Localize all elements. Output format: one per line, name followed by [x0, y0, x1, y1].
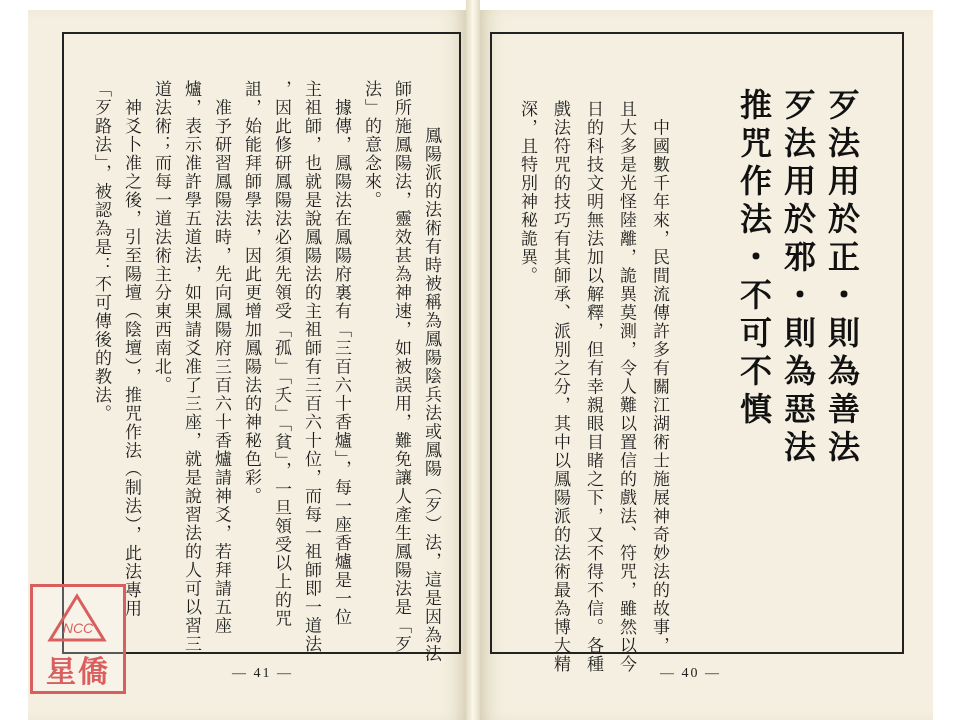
body-line: 且大多是光怪陸離，詭異莫測，令人難以置信的戲法、符咒，雖然以今 [616, 100, 636, 674]
body-line: 師所施鳳陽法，靈效甚為神速，如被誤用，難免讓人產生鳳陽法是「歹 [391, 80, 411, 654]
body-line: ，因此修研鳳陽法必須先領受「孤」「夭」「貧」，一旦領受以上的咒 [271, 80, 291, 628]
body-line: 戲法符咒的技巧有其師承、派別之分，其中以鳳陽派的法術最為博大精 [550, 100, 570, 674]
publisher-stamp-logo [30, 584, 126, 694]
body-line: 法」的意念來。 [361, 80, 381, 210]
body-line: 鳳陽派的法術有時被稱為鳳陽陰兵法或鳳陽（歹）法，這是因為法 [421, 108, 441, 663]
book-spine [466, 0, 480, 720]
page-number-left: — 41 — [232, 666, 293, 681]
body-line: 道法術；而每一道法術主分東西南北。 [151, 80, 171, 395]
body-line: 中國數千年來，民間流傳許多有關江湖術士施展神奇妙法的故事， [649, 100, 669, 655]
title-line-1: 歹法用於正・則為善法 [823, 88, 861, 468]
stamp-ncc-text: NCC [62, 620, 94, 636]
body-line: 日的科技文明無法加以解釋，但有幸親眼目睹之下，又不得不信。各種 [583, 100, 603, 674]
body-line: 准予研習鳳陽法時，先向鳳陽府三百六十香爐請神爻，若拜請五座 [211, 80, 231, 635]
title-line-3: 推咒作法・不可不慎 [735, 88, 773, 430]
body-line: 詛，始能拜師學法，因此更增加鳳陽法的神秘色彩。 [241, 80, 261, 506]
stamp-name-text: 星僑 [46, 655, 110, 690]
body-line: 深，且特別神秘詭異。 [517, 100, 537, 285]
body-line: 據傳，鳳陽法在鳳陽府裏有「三百六十香爐」，每一座香爐是一位 [331, 80, 351, 627]
body-line: 主祖師，也就是說鳳陽法的主祖師有三百六十位，而每一祖師即一道法 [301, 80, 321, 654]
title-line-2: 歹法用於邪・則為惡法 [779, 88, 817, 468]
page-number-right: — 40 — [660, 666, 721, 681]
body-line: 神爻卜准之後，引至陽壇（陰壇），推咒作法（制法），此法專用 [121, 80, 141, 618]
body-line: 「歹路法」，被認為是：不可傳後的教法。 [91, 80, 111, 423]
body-line: 爐，表示准許學五道法，如果請爻准了三座，就是說習法的人可以習三 [181, 80, 201, 654]
